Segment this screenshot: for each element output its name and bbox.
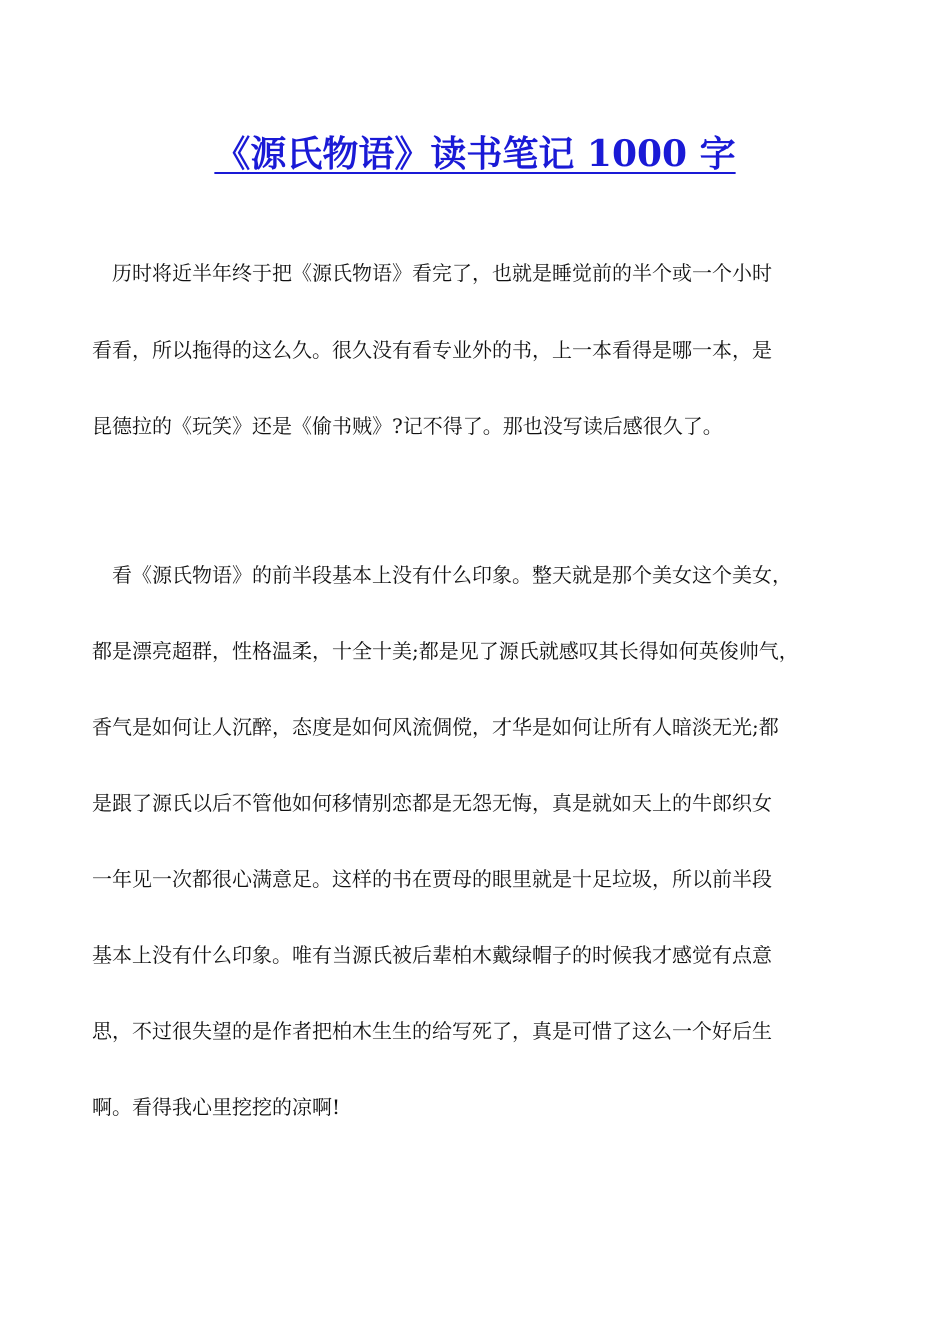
paragraph-line: 基本上没有什么印象。唯有当源氏被后辈柏木戴绿帽子的时候我才感觉有点意 <box>92 943 772 967</box>
paragraph-line: 看《源氏物语》的前半段基本上没有什么印象。整天就是那个美女这个美女， <box>112 563 792 587</box>
paragraph-line: 历时将近半年终于把《源氏物语》看完了，也就是睡觉前的半个或一个小时 <box>112 261 772 285</box>
paragraph-1 <box>92 258 862 441</box>
paragraph-line: 都是漂亮超群，性格温柔，十全十美;都是见了源氏就感叹其长得如何英俊帅气， <box>92 639 799 663</box>
paragraph-line: 一年见一次都很心满意足。这样的书在贾母的眼里就是十足垃圾，所以前半段 <box>92 867 772 891</box>
paragraph-line: 昆德拉的《玩笑》还是《偷书贼》?记不得了。那也没写读后感很久了。 <box>92 414 723 438</box>
paragraph-line: 啊。看得我心里挖挖的凉啊! <box>92 1095 341 1119</box>
paragraph-line: 香气是如何让人沉醉，态度是如何风流倜傥，才华是如何让所有人暗淡无光;都 <box>92 715 779 739</box>
paragraph-line: 思，不过很失望的是作者把柏木生生的给写死了，真是可惜了这么一个好后生 <box>92 1019 772 1043</box>
paragraph-line: 是跟了源氏以后不管他如何移情别恋都是无怨无悔，真是就如天上的牛郎织女 <box>92 791 772 815</box>
paragraph-2 <box>92 560 862 1122</box>
paragraph-line: 看看，所以拖得的这么久。很久没有看专业外的书，上一本看得是哪一本，是 <box>92 338 772 362</box>
page-title <box>0 128 950 180</box>
title-link[interactable]: 《源氏物语》读书笔记 1000 字 <box>214 133 736 175</box>
